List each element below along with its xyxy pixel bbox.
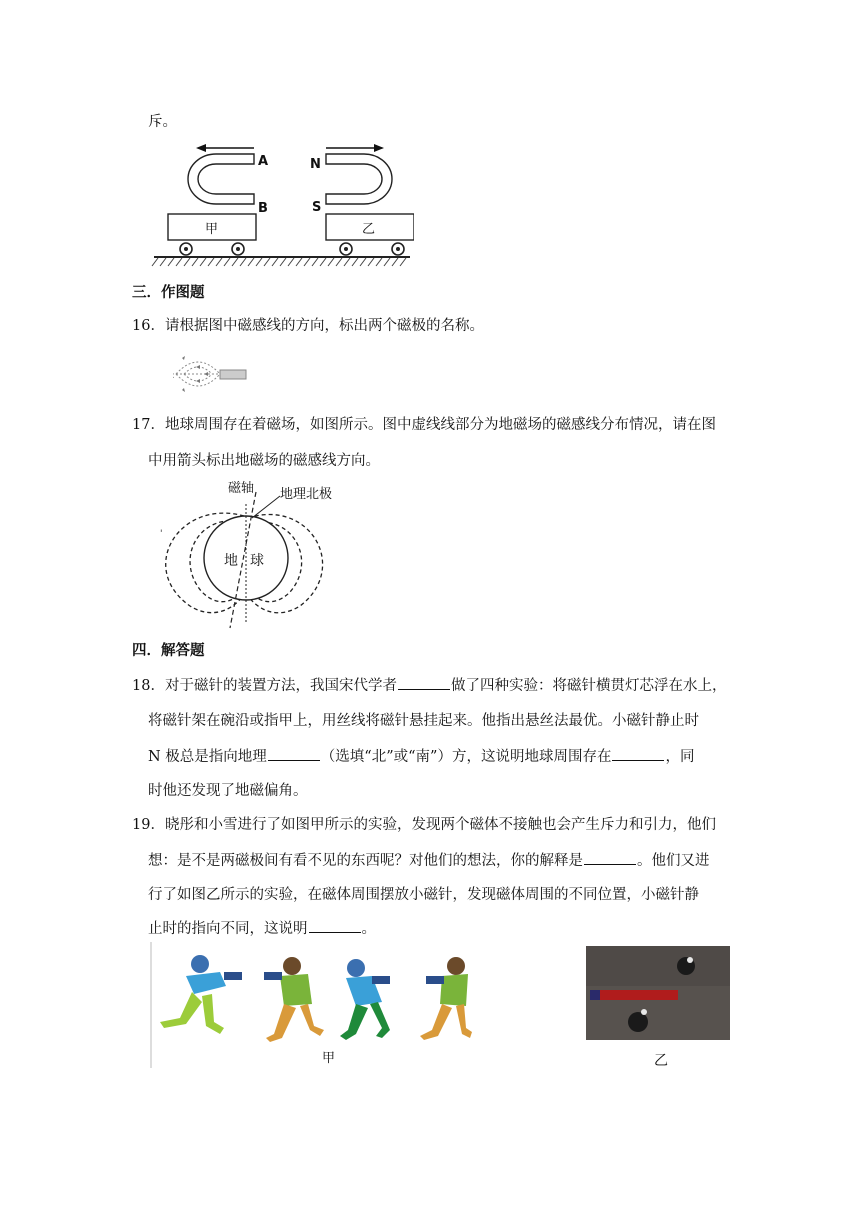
question-19-text-4a: 止时的指向不同，这说明: [148, 921, 308, 937]
question-19-line-1: [132, 815, 716, 835]
figure-caption-yi: 乙: [654, 1053, 668, 1069]
question-17-number: 17．: [132, 417, 165, 433]
magnet-compass-photo: [586, 946, 730, 1040]
question-16-text: 请根据图中磁感线的方向，标出两个磁极的名称。: [164, 318, 484, 334]
answer-blank-field[interactable]: [612, 746, 664, 761]
geographic-north-label: 地理北极: [280, 487, 333, 502]
magnetic-axis-label: 磁轴: [228, 481, 255, 496]
question-19-number: 19．: [132, 817, 165, 833]
cart-label-left: 甲: [205, 222, 219, 237]
question-19-text-4b: 。: [361, 921, 376, 937]
left-arrow-icon: [196, 144, 254, 152]
question-18-line-2: 将磁针架在碗沿或指甲上，用丝线将磁针悬挂起来。他指出悬丝法最优。小磁针静止时: [148, 713, 699, 729]
svg-text:': ': [160, 529, 163, 539]
section-4-heading: 四．解答题: [132, 642, 205, 659]
question-18-text-1a: 对于磁针的装置方法，我国宋代学者: [164, 678, 397, 694]
question-17-line-2: 中用箭头标出地磁场的磁感线方向。: [148, 453, 380, 469]
question-19-text-2b: 。他们又进: [637, 853, 710, 869]
earth-label-1: 地: [224, 553, 238, 569]
magnet-push-pull-figure: [150, 942, 480, 1068]
question-19-text-1: 晓彤和小雪进行了如图甲所示的实验，发现两个磁体不接触也会产生斥力和引力，他们: [164, 817, 716, 833]
pole-label-b: B: [258, 201, 268, 216]
question-17-text-1: 地球周围存在着磁场，如图所示。图中虚线线部分为地磁场的磁感线分布情况，请在图: [164, 417, 716, 433]
earth-magnetic-field-figure: [150, 478, 370, 630]
field-lines-small-figure: [168, 346, 252, 402]
figure-caption-jia: 甲: [322, 1051, 336, 1066]
pole-label-s: S: [312, 200, 322, 215]
question-18-text-3a: N 极总是指向地理: [148, 749, 267, 765]
answer-blank-explanation[interactable]: [584, 850, 636, 865]
question-16: [132, 316, 484, 336]
question-19-line-3: 行了如图乙所示的实验，在磁体周围摆放小磁针，发现磁体周围的不同位置，小磁针静: [148, 887, 699, 903]
answer-blank-direction[interactable]: [268, 746, 320, 761]
right-arrow-icon: [326, 144, 384, 152]
bar-magnet-photo: [590, 990, 678, 1000]
section-3-heading: 三．作图题: [132, 284, 205, 301]
compass-2: [628, 1012, 648, 1032]
person-3: [340, 959, 390, 1040]
bar-magnet: [220, 370, 246, 379]
svg-text::: :: [172, 371, 176, 381]
question-19-line-2: [148, 850, 710, 871]
question-19-line-4: [148, 918, 376, 939]
person-2: [264, 957, 324, 1042]
question-19-text-2a: 想：是不是两磁极间有看不见的东西呢？对他们的想法，你的解释是: [148, 853, 583, 869]
left-u-magnet: [188, 154, 254, 204]
question-18-text-3c: ，同: [665, 749, 695, 765]
person-4: [420, 957, 472, 1040]
continued-text-fragment: 斥。: [148, 114, 177, 130]
answer-blank-scholar[interactable]: [398, 675, 450, 690]
person-1: [160, 955, 242, 1034]
answer-blank-conclusion[interactable]: [309, 918, 361, 933]
cart-wheels: [180, 243, 404, 255]
question-18-number: 18．: [132, 678, 165, 694]
question-18-line-1: [132, 675, 726, 696]
earth-label-2: 球: [250, 553, 264, 569]
question-16-number: 16．: [132, 318, 165, 334]
pole-label-n: N: [310, 157, 321, 172]
question-18-text-1b: 做了四种实验：将磁针横贯灯芯浮在水上，: [450, 678, 727, 694]
question-18-text-3b: （选填“北”或“南”）方，这说明地球周围存在: [320, 749, 612, 765]
magnet-carts-figure: [150, 138, 414, 270]
question-18-line-4: 时他还发现了地磁偏角。: [148, 783, 308, 799]
pole-label-a: A: [258, 154, 269, 169]
question-18-line-3: [148, 746, 694, 767]
cart-label-right: 乙: [362, 222, 376, 237]
question-17-line-1: [132, 415, 716, 435]
right-u-magnet: [326, 154, 392, 204]
